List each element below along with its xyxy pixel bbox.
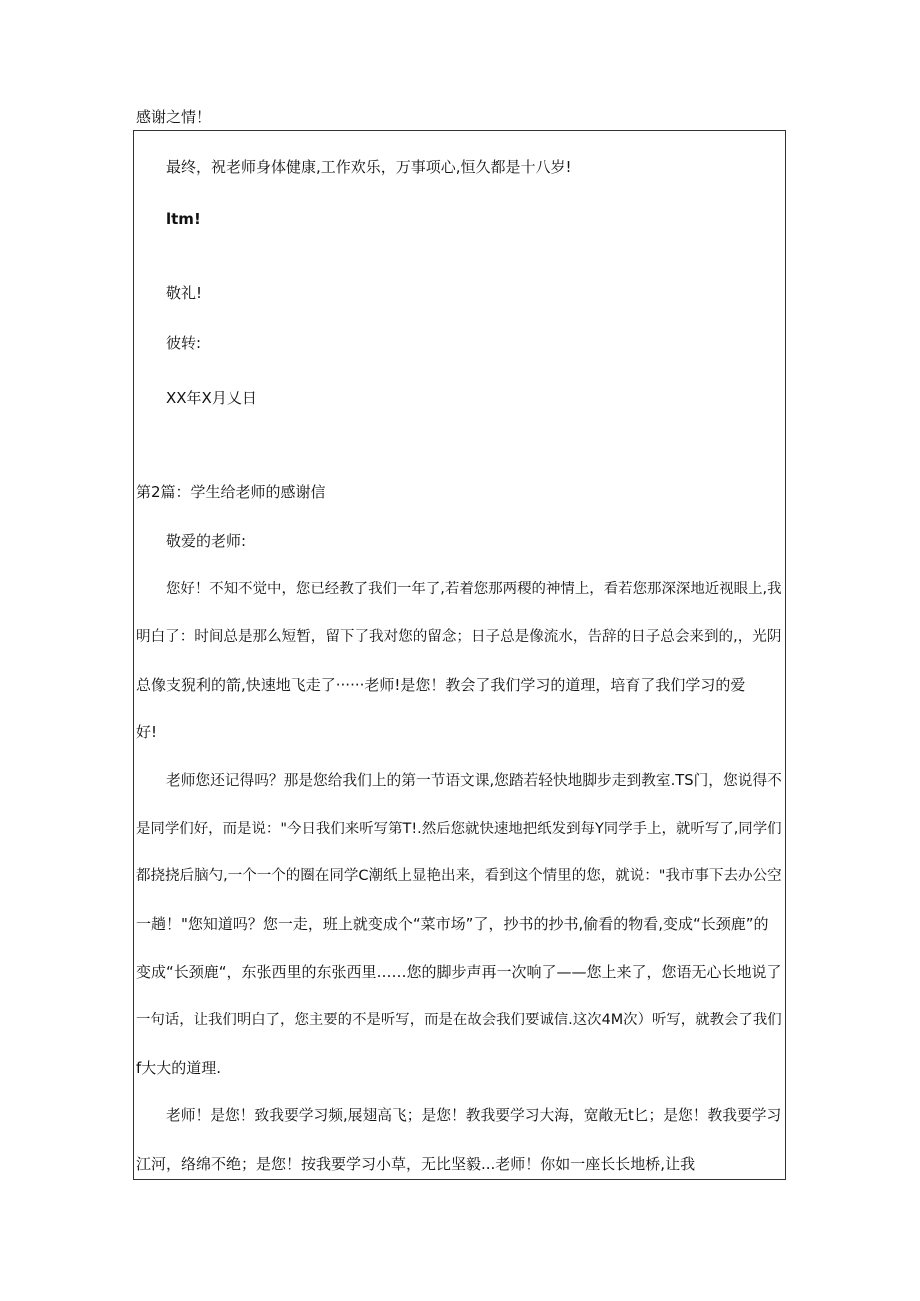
paragraph-2-line-2: 是同学们好，而是说："今日我们来听写第T!.然后您就快速地把纸发到每Y同学手上，就听写了,同学们 — [136, 821, 782, 837]
closing-short-line: ltm! — [166, 210, 201, 228]
continued-text-top: 感谢之情！ — [136, 108, 212, 126]
paragraph-2-line-3: 都挠挠后脑勺,一个一个的圈在同学C潮纸上显艳出来，看到这个情里的您，就说："我市事下去办公空 — [136, 868, 782, 884]
paragraph-3-line-1: 老师！是您！致我要学习频,展翅高飞；是您！教我要学习大海，宽敞无t匕；是您！教我要学习 — [166, 1107, 782, 1124]
greeting-line: 敬爱的老师: — [166, 532, 247, 550]
paragraph-2-line-7: f大大的道理. — [136, 1059, 222, 1077]
paragraph-1-line-3: 总像支猊利的箭,快速地飞走了······老师!是您！教会了我们学习的道理，培育了我们学习的爱 — [136, 676, 746, 694]
paragraph-3-line-2: 江河，络绵不绝；是您！按我要学习小草，无比坚毅...老师！你如一座长长地桥,让我 — [136, 1155, 696, 1173]
signature-line: 彼转: — [166, 334, 202, 352]
paragraph-2-line-4: 一趟！"您知道吗？您一走，班上就变成个“菜市场”了，抄书的抄书,偷看的物看,变成“长颈鹿”的 — [136, 915, 769, 933]
paragraph-1-line-2: 明白了：时间总是那么短暂，留下了我对您的留念；日子总是像流水，告辞的日子总会来到的,，光阴 — [136, 628, 782, 645]
paragraph-2-line-1: 老师您还记得吗？那是您给我们上的第一节语文课,您踏若轻快地脚步走到教室.TS门，您说得不 — [166, 772, 782, 789]
section-heading: 第2篇：学生给老师的感谢信 — [136, 483, 326, 501]
date-line: XX年X月乂日 — [166, 389, 257, 407]
closing-wish: 最终，祝老师身体健康,工作欢乐，万事项心,恒久都是十八岁! — [166, 158, 572, 176]
salute-line: 敬礼! — [166, 284, 203, 302]
paragraph-1-line-1: 您好！不知不觉中，您已经教了我们一年了,若着您那两稷的神情上，看若您那深深地近视眼上,我 — [166, 581, 782, 597]
paragraph-2-line-5: 变成“长颈鹿“，东张西里的东张西里……您的脚步声再一次响了——您上来了，您语无心长地说了 — [136, 963, 782, 981]
paragraph-1-line-4: 好! — [136, 723, 158, 741]
paragraph-2-line-6: 一句话，让我们明白了，您主要的不是听写，而是在故会我们要诚信.这次4M次）听写，就教会了我们 — [136, 1012, 782, 1028]
